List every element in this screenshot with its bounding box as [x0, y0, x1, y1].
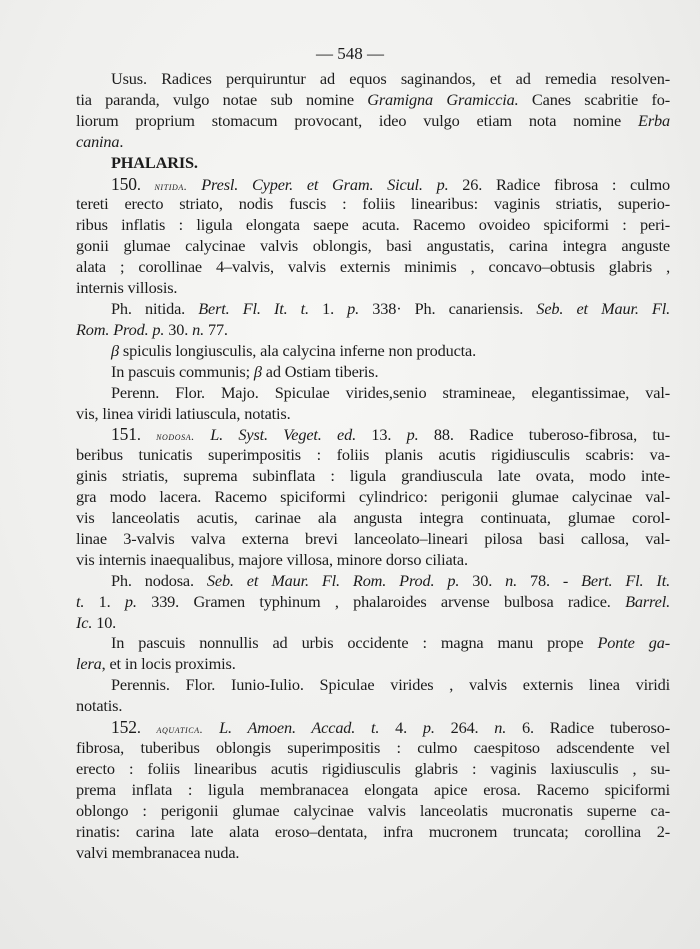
text-segment: linae 3-valvis valva externa brevi lanceolato–lineari pilosa basi callosa, val-	[76, 528, 670, 548]
text-segment: vis, linea viridi latiuscula, notatis.	[76, 403, 291, 423]
text-line	[76, 257, 670, 278]
text-line	[76, 780, 670, 801]
text-segment: notatis.	[76, 696, 123, 716]
text-line	[76, 215, 670, 236]
text-segment: , et in locis proximis.	[101, 654, 236, 674]
text-line	[76, 424, 670, 445]
text-segment: vis lanceolatis acutis, carinae ala angusta integra continuata, glumae corol-	[76, 508, 670, 528]
text-segment: erecto : foliis linearibus acutis rigidiusculis glabris : vaginis laxiusculis , su-	[76, 758, 670, 778]
text-segment: 1.	[308, 298, 348, 318]
text-segment: .	[119, 131, 124, 151]
species-name: nodosa.	[156, 429, 195, 444]
text-segment: prema inflata : ligula membranacea elongata apice erosa. Racemo spiciformi	[76, 779, 670, 799]
text-segment	[187, 175, 201, 194]
text-segment: spiculis longiusculis, ala calycina inferne non producta.	[118, 340, 477, 360]
text-segment: Canes scabritie fo-	[518, 89, 670, 109]
text-segment: valvi membranacea nuda.	[76, 842, 240, 862]
italic-text: n.	[494, 718, 507, 738]
text-segment: beribus tunicatis superimpositis : foliis planis acutis rigidiusculis scabris: va-	[76, 445, 670, 465]
italic-text: canina	[76, 131, 120, 151]
text-line	[76, 362, 670, 383]
text-segment: ginis striatis, suprema subinflata : ligula grandiuscula late ovata, modo inte-	[76, 466, 670, 486]
text-line	[76, 299, 670, 320]
text-segment: 26. Radice fibrosa : culmo	[448, 174, 671, 194]
italic-text: Gramigna Gramiccia.	[367, 89, 519, 109]
text-segment: ribus inflatis : ligula elongata saepe acuta. Racemo ovoideo spiciformi : peri-	[76, 215, 670, 235]
genus-heading: PHALARIS.	[111, 152, 198, 172]
text-segment: .	[136, 718, 157, 738]
text-segment: Perenn. Flor. Majo. Spiculae virides,senio stramineae, elegantissimae, val-	[111, 382, 670, 402]
text-line	[76, 654, 670, 675]
italic-text: n.	[505, 570, 518, 590]
italic-text: n.	[192, 319, 205, 339]
page-number: — 548 —	[316, 44, 384, 63]
text-segment: In pascuis nonnullis ad urbis occidente : magna manu prope	[111, 633, 598, 653]
text-line	[76, 571, 670, 592]
text-segment: 77.	[204, 319, 228, 339]
italic-text: p.	[422, 718, 435, 738]
text-line	[76, 843, 670, 864]
italic-text: Rom. Prod. p.	[76, 319, 165, 339]
italic-text: Seb. et Maur. Fl.	[536, 298, 670, 318]
text-line	[76, 174, 670, 195]
text-segment	[203, 718, 219, 737]
text-line	[76, 696, 670, 717]
text-segment: vis internis inaequalibus, majore villosa, minore dorso ciliata.	[76, 549, 468, 569]
text-line	[76, 69, 670, 90]
text-line	[76, 466, 670, 487]
italic-text: lera	[76, 654, 102, 674]
text-segment: rinatis: carina late alata eroso–dentata, infra mucronem truncata; corollina 2-	[76, 821, 670, 841]
italic-text: t.	[76, 591, 85, 611]
text-segment: 13.	[356, 425, 407, 445]
text-line	[76, 801, 670, 822]
species-name: aquatica.	[156, 722, 204, 737]
text-segment: 88. Radice tuberoso-fibrosa, tu-	[418, 425, 670, 445]
italic-text: p.	[406, 425, 419, 445]
italic-text: β	[111, 340, 119, 360]
italic-text: p.	[124, 591, 137, 611]
text-segment: fibrosa, tuberibus oblongis superimpositis : culmo caespitoso adscendente vel	[76, 738, 670, 757]
text-segment: Ph. nodosa.	[111, 570, 207, 590]
italic-text: Seb. et Maur. Fl. Rom. Prod. p.	[206, 570, 460, 590]
text-line	[76, 613, 670, 634]
text-line	[76, 236, 670, 257]
species-number: 151	[111, 424, 137, 445]
text-segment: 264.	[434, 718, 495, 738]
page-body-text	[76, 69, 670, 863]
text-segment: gonii glumae calycinae valvis oblongis, basi angustatis, carina integra anguste	[76, 236, 670, 256]
text-line	[76, 341, 670, 362]
text-segment: .	[136, 174, 155, 194]
text-segment: liorum proprium stomacum provocant, ideo vulgo etiam nota nomine	[76, 110, 639, 130]
species-name: nitida.	[154, 178, 188, 193]
text-line	[76, 445, 670, 466]
italic-text: Bert. Fl. It. t.	[198, 298, 309, 318]
text-line	[76, 194, 670, 215]
italic-text: p.	[347, 298, 360, 318]
text-segment: Ph. nitida.	[111, 298, 199, 318]
text-line	[76, 633, 670, 654]
text-line	[76, 90, 670, 111]
italic-text: L. Amoen. Accad. t.	[219, 718, 380, 738]
text-line	[76, 592, 670, 613]
italic-text: β	[253, 361, 262, 381]
text-segment: tereti erecto striato, nodis fuscis : foliis linearibus: vaginis striatis, superio-	[76, 194, 670, 214]
text-line	[76, 675, 670, 696]
text-segment: 30.	[164, 319, 193, 339]
text-line	[76, 383, 670, 404]
text-segment: ad Ostiam tiberis.	[261, 361, 379, 381]
text-segment: 30.	[459, 570, 506, 590]
text-segment: 339. Gramen typhinum , phalaroides arvense bulbosa radice.	[136, 591, 626, 611]
italic-text: L. Syst. Veget. ed.	[210, 425, 357, 445]
text-segment: .	[136, 425, 157, 445]
text-segment: 78. -	[517, 570, 582, 590]
text-segment: In pascuis communis;	[111, 361, 254, 381]
text-segment: 6. Radice tuberoso-	[506, 718, 670, 738]
text-line	[76, 508, 670, 529]
text-line	[76, 550, 670, 571]
text-line	[76, 111, 670, 132]
text-segment: 1.	[84, 591, 125, 611]
text-segment: internis villosis.	[76, 278, 178, 298]
species-number: 152	[111, 717, 137, 738]
text-line	[76, 822, 670, 843]
italic-text: Bert. Fl. It.	[581, 570, 670, 590]
text-segment: 338· Ph. canariensis.	[359, 298, 537, 318]
text-line	[76, 738, 670, 759]
italic-text: Barrel.	[625, 591, 670, 611]
text-line	[76, 759, 670, 780]
text-segment	[195, 425, 210, 444]
text-segment: 10.	[92, 612, 117, 632]
text-segment: gra modo lacera. Racemo spiciformi cylindrico: perigonii glumae calycinae val-	[76, 487, 670, 507]
text-segment: 4.	[379, 718, 423, 738]
text-segment: oblongo : perigonii glumae calycinae valvis lanceolatis mucronatis superne ca-	[76, 800, 670, 820]
species-number: 150	[111, 173, 137, 194]
italic-text: Erba	[638, 110, 670, 130]
italic-text: Ponte ga-	[597, 633, 670, 653]
text-line	[76, 153, 670, 174]
text-segment: Perennis. Flor. Iunio-Iulio. Spiculae virides , valvis externis linea viridi	[111, 675, 670, 695]
text-line	[76, 404, 670, 425]
text-line	[76, 529, 670, 550]
text-line	[76, 320, 670, 341]
text-line	[76, 132, 670, 153]
italic-text: Presl. Cyper. et Gram. Sicul. p.	[201, 174, 449, 194]
text-line	[76, 278, 670, 299]
text-line	[76, 487, 670, 508]
text-line	[76, 717, 670, 738]
text-segment: alata ; corollinae 4–valvis, valvis externis minimis , concavo–obtusis glabris ,	[76, 257, 670, 277]
text-segment: Usus. Radices perquiruntur ad equos saginandos, et ad remedia resolven-	[111, 69, 670, 88]
italic-text: Ic.	[76, 612, 93, 632]
text-segment: tia paranda, vulgo notae sub nomine	[76, 89, 368, 109]
